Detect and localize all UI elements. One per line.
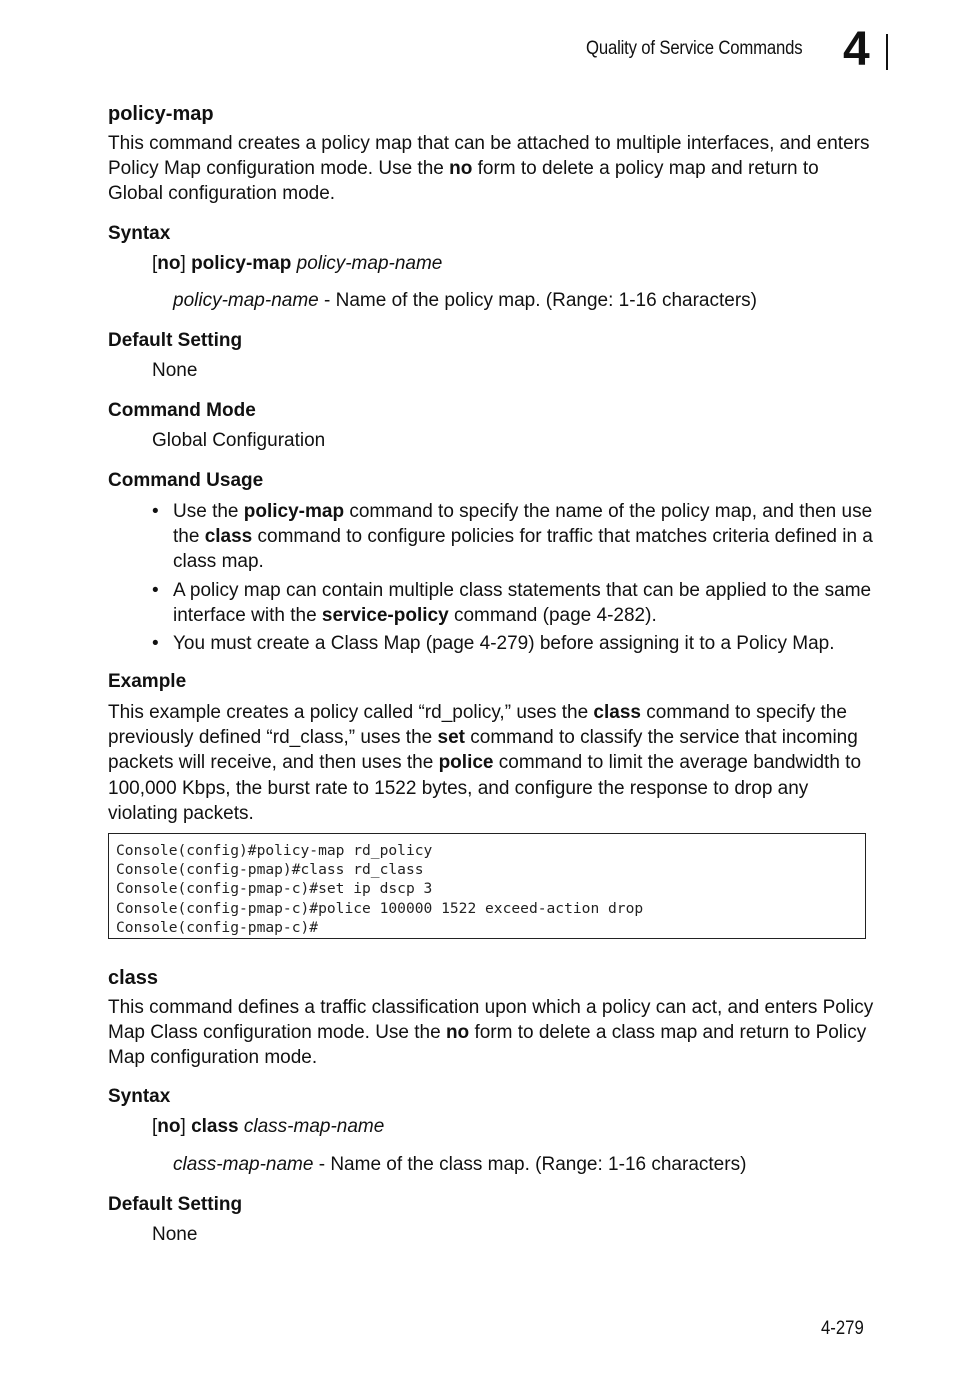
policy-map-mode-heading: Command Mode	[108, 400, 256, 421]
policy-map-syntax	[152, 253, 442, 275]
class-default-heading: Default Setting	[108, 1194, 243, 1215]
text-run: Use the	[173, 501, 244, 522]
text-run: form to delete a class map and return to Policy Map configuration mode.	[108, 1022, 867, 1069]
bold-term: no	[449, 158, 473, 180]
class-default-value: None	[152, 1224, 198, 1245]
page-number: 4-279	[821, 1318, 864, 1339]
code-example	[108, 833, 866, 939]
usage-item-text	[173, 633, 834, 654]
text-run: ]	[180, 1116, 192, 1137]
text-run: [	[152, 1116, 158, 1137]
policy-map-default-value: None	[152, 360, 198, 381]
text-run: This example creates a policy called “rd_policy,” uses the	[108, 702, 594, 723]
code-line: Console(config-pmap-c)#	[116, 918, 319, 936]
text-run: This command defines a traffic classification upon which a policy can act, and enters Policy Map Class configuration mode. Use the	[108, 997, 874, 1044]
policy-map-usage-heading: Command Usage	[108, 470, 264, 491]
code-line: Console(config)#policy-map rd_policy	[116, 842, 433, 859]
text-run: You must create a Class Map (page 4-279) before assigning it to a Policy Map.	[173, 633, 835, 655]
bold-term: no	[445, 1022, 470, 1044]
class-syntax-heading: Syntax	[108, 1086, 171, 1107]
policy-map-heading: policy-map	[108, 103, 214, 125]
italic-term: policy-map-name	[296, 253, 443, 274]
italic-term: class-map-name	[173, 1154, 314, 1175]
bold-term: set	[437, 727, 465, 749]
code-line: Console(config-pmap)#class rd_class	[116, 861, 424, 879]
policy-map-syntax-heading: Syntax	[108, 223, 171, 244]
text-run: command to classify the service that incoming packets will receive, and then uses the	[108, 727, 858, 774]
class-description	[108, 995, 878, 1071]
usage-item-text	[173, 580, 871, 626]
text-run: [	[152, 253, 158, 274]
bold-term: class	[191, 1116, 239, 1137]
text-run: ]	[180, 253, 192, 274]
bold-term: police	[438, 752, 494, 774]
bold-term: no	[157, 1116, 181, 1137]
bold-term: policy-map	[191, 253, 292, 274]
code-line: Console(config-pmap-c)#set ip dscp 3	[116, 880, 433, 898]
class-heading: class	[108, 967, 159, 989]
bullet-icon: •	[152, 579, 159, 601]
policy-map-example-text	[108, 700, 873, 826]
text-run: command to limit the average bandwidth to 100,000 Kbps, the burst rate to 1522 bytes, and configure the response to drop any violating packets.	[108, 752, 862, 824]
code-line: Console(config-pmap-c)#police 100000 1522 exceed-action drop	[116, 899, 644, 917]
policy-map-usage-list	[152, 499, 882, 659]
bold-term: policy-map	[243, 501, 345, 522]
class-syntax	[152, 1116, 384, 1138]
usage-item	[152, 631, 882, 656]
policy-map-parameter	[173, 290, 757, 312]
policy-map-description	[108, 131, 878, 207]
text-run: form to delete a policy map and return to Global configuration mode.	[108, 158, 819, 205]
usage-item	[152, 499, 882, 575]
usage-item	[152, 578, 882, 628]
bold-term: no	[157, 253, 181, 274]
text-run: command to configure policies for traffic that matches criteria defined in a class map.	[173, 526, 873, 573]
bullet-icon: •	[152, 633, 159, 655]
text-run: This command creates a policy map that can be attached to multiple interfaces, and enters Policy Map configuration mode. Use the	[108, 133, 870, 180]
chapter-number: 4	[843, 23, 870, 76]
policy-map-default-heading: Default Setting	[108, 330, 243, 351]
italic-term: policy-map-name	[173, 290, 319, 311]
class-parameter	[173, 1154, 746, 1176]
policy-map-example-heading: Example	[108, 671, 187, 692]
text-run: - Name of the class map. (Range: 1-16 characters)	[313, 1154, 747, 1175]
text-run: - Name of the policy map. (Range: 1-16 characters)	[318, 290, 757, 311]
bold-term: class	[593, 702, 641, 723]
bold-term: class	[204, 526, 253, 548]
bold-term: service-policy	[321, 604, 449, 626]
running-header-title: Quality of Service Commands	[586, 38, 803, 59]
text-run: command to specify the previously defined “rd_class,” uses the	[108, 702, 847, 749]
italic-term: class-map-name	[243, 1116, 385, 1137]
chapter-divider	[886, 34, 888, 70]
usage-item-text	[173, 501, 873, 572]
text-run: command (page 4-282).	[448, 604, 657, 626]
text-run: A policy map can contain multiple class statements that can be applied to the same interface with the	[173, 579, 872, 626]
bullet-icon: •	[152, 501, 159, 522]
text-run: command to specify the name of the policy map, and then use the	[173, 501, 873, 548]
policy-map-mode-value: Global Configuration	[152, 430, 326, 451]
